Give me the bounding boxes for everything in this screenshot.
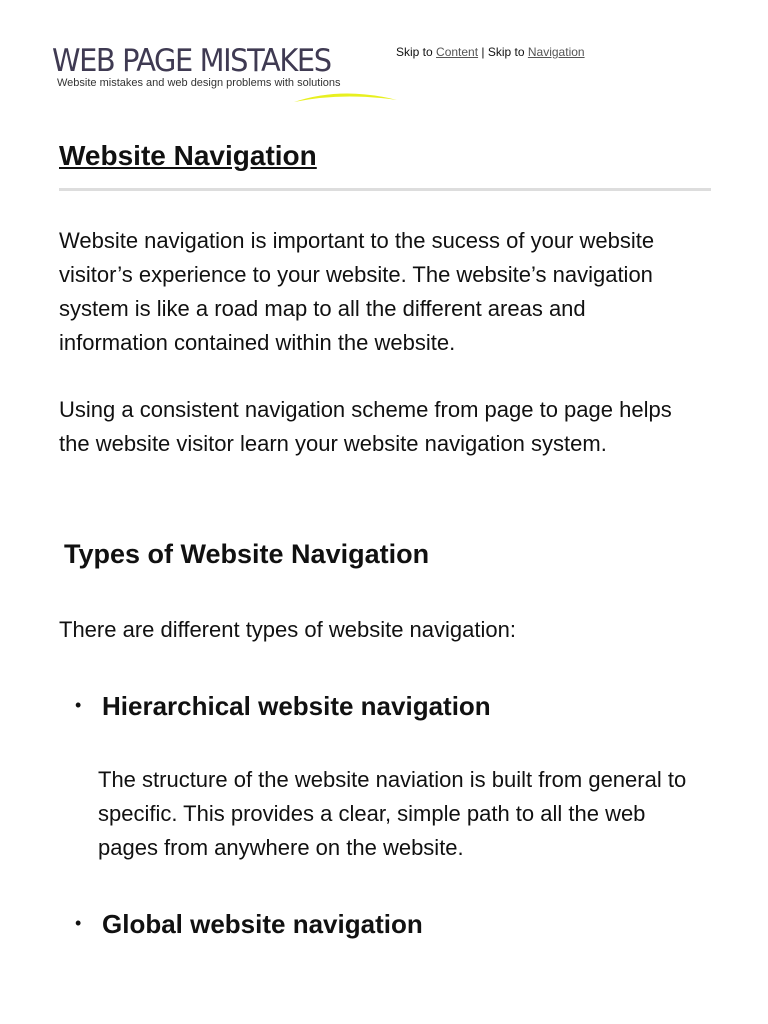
skip-separator: | Skip to [478,45,528,59]
logo-title: WEB PAGE MISTAKES [52,43,331,79]
page-title: Website Navigation [59,140,317,171]
bullet-icon: • [75,913,82,933]
skip-to-navigation-link[interactable]: Navigation [527,45,585,59]
logo-tagline: Website mistakes and web design problems with solutions [57,77,341,89]
section-heading: Types of Website Navigation [64,539,430,569]
skip-label: Skip to [396,45,437,59]
skip-to-content-link[interactable]: Content [436,45,479,59]
logo-swoosh-icon [292,86,402,106]
section-intro: There are different types of website navigation: [59,617,516,642]
bullet-icon: • [75,695,82,715]
skip-links [396,45,585,59]
consistency-paragraph: Using a consistent navigation scheme from page to page helps the website visitor learn your website navigation system. [59,397,672,456]
list-item-heading: Hierarchical website navigation [102,691,491,721]
divider [59,188,711,191]
list-item-text: The structure of the website naviation is built from general to specific. This provides a clear, simple path to all the web pages from anywhere on the website. [98,767,687,860]
site-logo[interactable] [52,44,402,106]
list-item-heading: Global website navigation [102,909,423,939]
intro-paragraph: Website navigation is important to the sucess of your website visitor’s experience to your website. The website’s navigation system is like a road map to all the different areas and information contained within the website. [59,228,655,355]
